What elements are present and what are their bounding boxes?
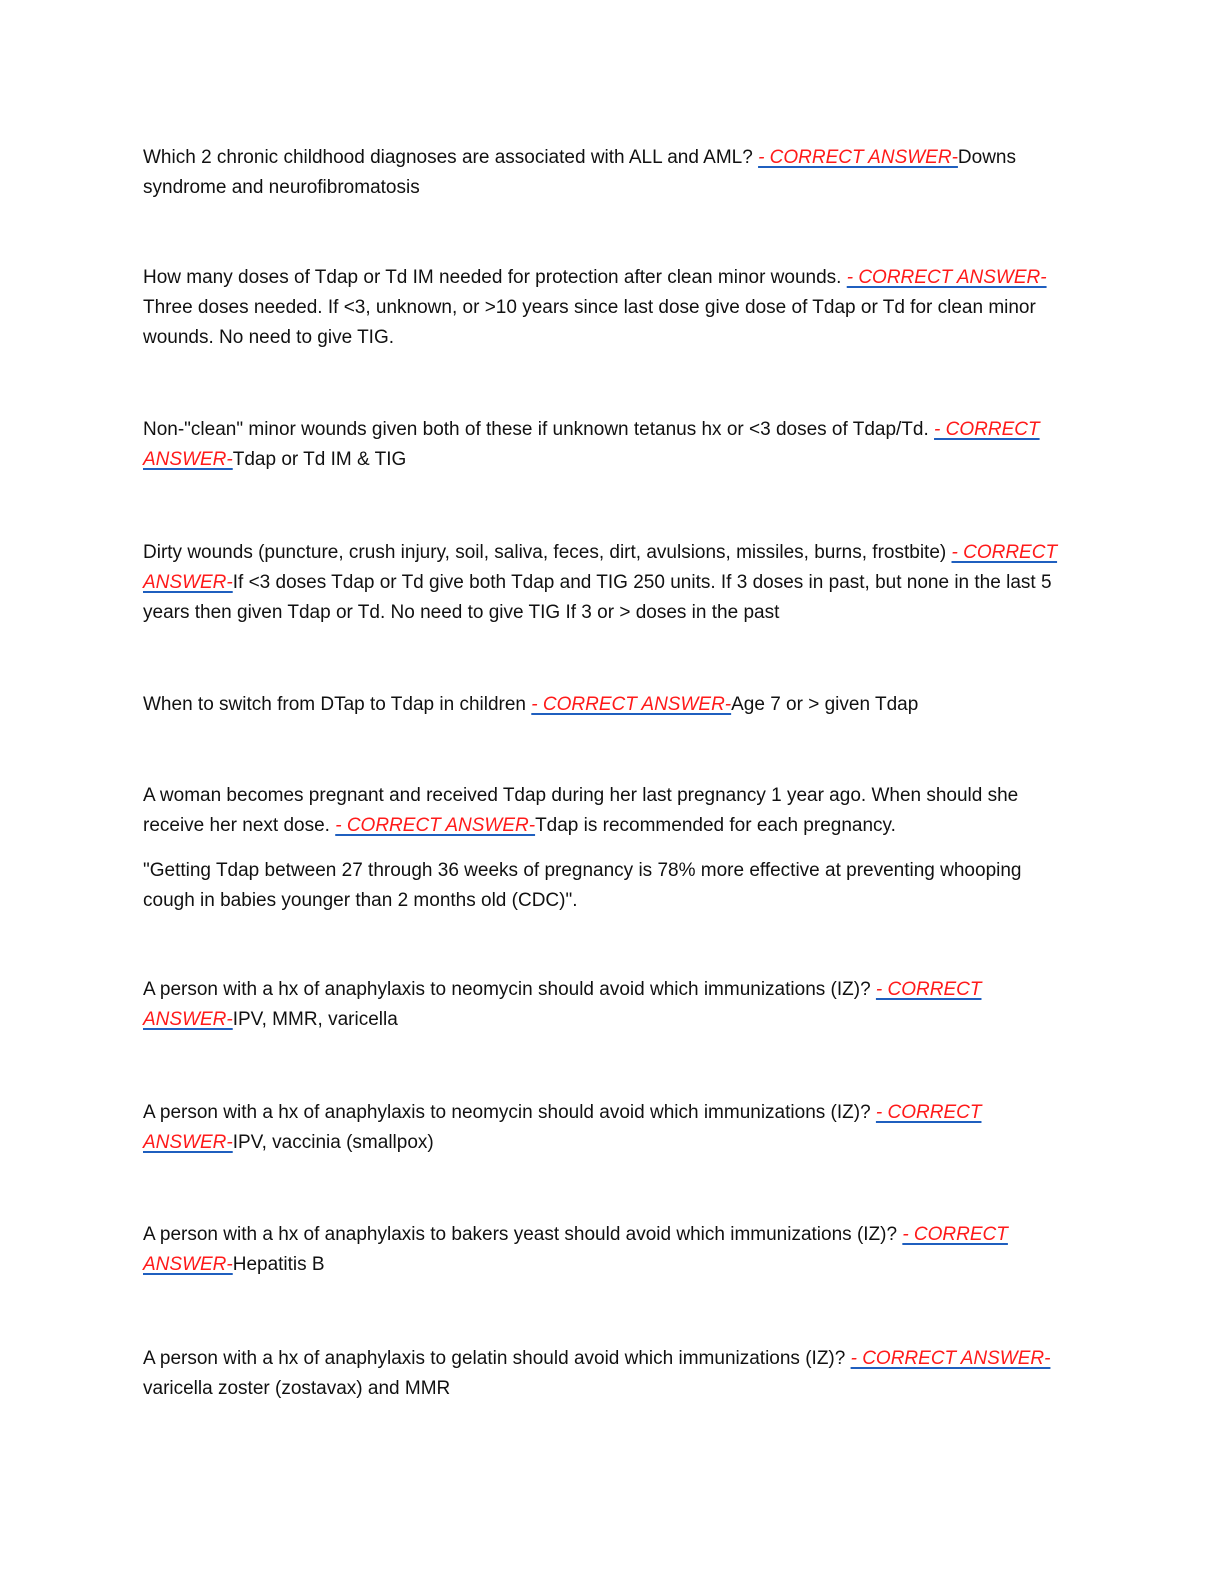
answer-text: Hepatitis B (232, 1254, 325, 1275)
answer-marker: - CORRECT ANSWER- (143, 419, 1040, 470)
qa-item (143, 690, 1063, 720)
qa-item (143, 975, 1063, 1035)
answer-marker: - CORRECT ANSWER- (850, 1348, 1051, 1369)
answer-marker: - CORRECT ANSWER- (143, 542, 1058, 593)
question-text: A person with a hx of anaphylaxis to bakers yeast should avoid which immunizations (IZ)? (143, 1224, 903, 1245)
answer-marker: - CORRECT ANSWER- (758, 147, 958, 168)
qa-item (143, 143, 1063, 203)
qa-item (143, 263, 1063, 353)
answer-text: If <3 doses Tdap or Td give both Tdap and TIG 250 units. If 3 doses in past, but none in the last 5 years then given Tdap or Td. No need to give TIG If 3 or > doses in the past (143, 572, 1052, 623)
question-text: How many doses of Tdap or Td IM needed for protection after clean minor wounds. (143, 267, 847, 288)
answer-text: Age 7 or > given Tdap (731, 694, 919, 715)
qa-item (143, 415, 1063, 475)
answer-marker: - CORRECT ANSWER- (531, 694, 732, 715)
qa-item (143, 1098, 1063, 1158)
answer-text: Tdap is recommended for each pregnancy. (535, 815, 896, 836)
question-text: When to switch from DTap to Tdap in children (143, 694, 532, 715)
qa-item (143, 1344, 1063, 1404)
answer-marker: - CORRECT ANSWER- (143, 979, 982, 1030)
question-text: Which 2 chronic childhood diagnoses are associated with ALL and AML? (143, 147, 759, 168)
answer-marker: - CORRECT ANSWER- (143, 1102, 982, 1153)
question-text: Non-"clean" minor wounds given both of these if unknown tetanus hx or <3 doses of Tdap/Td. (143, 419, 935, 440)
answer-marker: - CORRECT ANSWER- (846, 267, 1047, 288)
qa-item (143, 538, 1063, 628)
question-text: A person with a hx of anaphylaxis to gelatin should avoid which immunizations (IZ)? (143, 1348, 851, 1369)
qa-item (143, 1220, 1063, 1280)
answer-text: IPV, MMR, varicella (232, 1009, 398, 1030)
answer-marker: - CORRECT ANSWER- (143, 1224, 1008, 1275)
question-text: Dirty wounds (puncture, crush injury, soil, saliva, feces, dirt, avulsions, missiles, burns, frostbite) (143, 542, 952, 563)
cdc-quote: "Getting Tdap between 27 through 36 weeks of pregnancy is 78% more effective at preventing whooping cough in babies younger than 2 months old (CDC)". (143, 860, 1022, 911)
qa-item (143, 781, 1063, 916)
answer-marker: - CORRECT ANSWER- (335, 815, 536, 836)
answer-text: Tdap or Td IM & TIG (232, 449, 407, 470)
answer-text: Downs syndrome and neurofibromatosis (143, 147, 1016, 198)
answer-text: IPV, vaccinia (smallpox) (232, 1132, 434, 1153)
question-text: A woman becomes pregnant and received Tdap during her last pregnancy 1 year ago. When should she receive her next dose. (143, 785, 1019, 836)
answer-text: Three doses needed. If <3, unknown, or >10 years since last dose give dose of Tdap or Td for clean minor wounds. No need to give TIG. (143, 297, 1036, 348)
question-text: A person with a hx of anaphylaxis to neomycin should avoid which immunizations (IZ)? (143, 979, 876, 1000)
question-text: A person with a hx of anaphylaxis to neomycin should avoid which immunizations (IZ)? (143, 1102, 876, 1123)
answer-text: varicella zoster (zostavax) and MMR (143, 1378, 451, 1399)
